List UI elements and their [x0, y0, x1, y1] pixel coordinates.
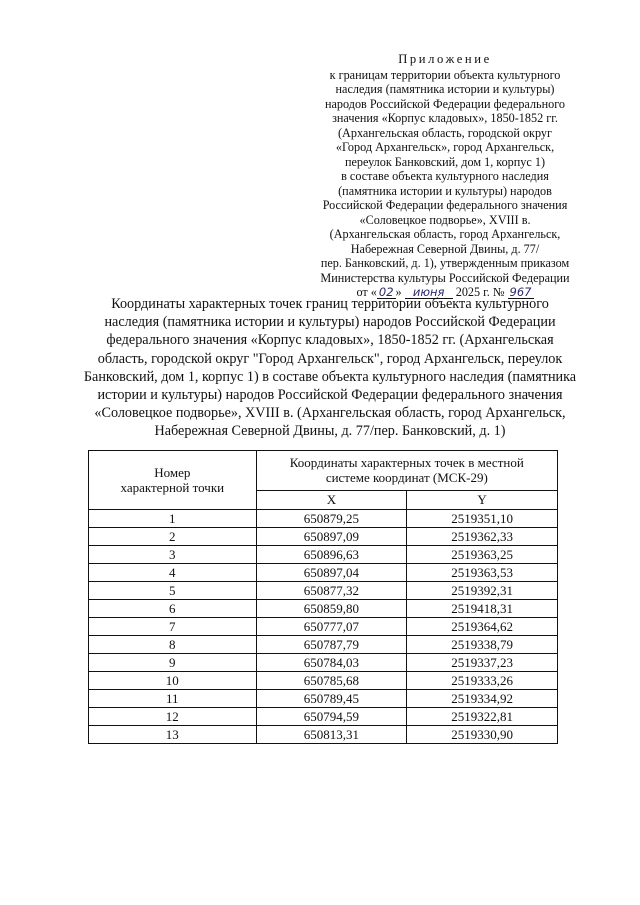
table-row [89, 618, 558, 636]
appendix-line: наследия (памятника истории и культуры) [335, 82, 555, 96]
point-number-cell: 8 [89, 636, 257, 654]
table-body [89, 510, 558, 744]
table-row [89, 726, 558, 744]
x-coordinate-cell: 650877,32 [256, 582, 407, 600]
appendix-line: «Соловецкое подворье», XVIII в. [359, 212, 531, 227]
title-line: «Соловецкое подворье», XVIII в. (Архангельская область, город Архангельск, [94, 405, 566, 422]
point-number-cell: 4 [89, 564, 257, 582]
appendix-block [300, 52, 590, 300]
table-row [89, 582, 558, 600]
appendix-line: «Город Архангельск», город Архангельск, [335, 140, 555, 154]
appendix-line: к границам территории объекта культурного [329, 67, 561, 82]
x-coordinate-cell: 650859,80 [256, 600, 407, 618]
y-coordinate-cell: 2519363,25 [407, 546, 558, 564]
title-line: область, городской округ "Город Архангельск", город Архангельск, переулок [97, 350, 563, 367]
x-coordinate-cell: 650784,03 [256, 654, 407, 672]
y-coordinate-cell: 2519392,31 [407, 582, 558, 600]
appendix-line: Министерства культуры Российской Федерации [320, 270, 570, 285]
appendix-line: народов Российской Федерации федерального [325, 96, 565, 111]
table-row [89, 690, 558, 708]
appendix-line: в составе объекта культурного наследия [341, 169, 549, 183]
appendix-heading: Приложение [398, 52, 492, 66]
title-line: Координаты характерных точек границ территории объекта культурного [111, 296, 549, 312]
appendix-lines [300, 68, 590, 286]
point-number-cell: 7 [89, 618, 257, 636]
title-line: наследия (памятника истории и культуры) народов Российской Федерации [104, 314, 556, 331]
header-point-number [89, 451, 257, 510]
date-year: 2025 г. № [455, 285, 505, 299]
x-coordinate-cell: 650896,63 [256, 546, 407, 564]
point-number-cell: 13 [89, 726, 257, 744]
appendix-line: значения «Корпус кладовых», 1850-1852 гг. [332, 111, 558, 125]
y-coordinate-cell: 2519362,33 [407, 528, 558, 546]
point-number-cell: 3 [89, 546, 257, 564]
header-coordinates-line2: системе координат (МСК-29) [325, 470, 488, 486]
x-coordinate-cell: 650813,31 [256, 726, 407, 744]
x-coordinate-cell: 650794,59 [256, 708, 407, 726]
point-number-cell: 6 [89, 600, 257, 618]
appendix-line: пер. Банковский, д. 1), утвержденным приказом [320, 256, 570, 270]
title-line: Банковский, дом 1, корпус 1) в составе объекта культурного наследия (памятника [83, 368, 577, 385]
appendix-line: Российской Федерации федерального значения [322, 198, 568, 212]
title-line: федерального значения «Корпус кладовых», 1850-1852 гг. (Архангельская [106, 332, 554, 349]
x-coordinate-cell: 650777,07 [256, 618, 407, 636]
y-coordinate-cell: 2519322,81 [407, 708, 558, 726]
appendix-line: переулок Банковский, дом 1, корпус 1) [344, 154, 546, 169]
y-coordinate-cell: 2519364,62 [407, 618, 558, 636]
point-number-cell: 11 [89, 690, 257, 708]
appendix-line: (Архангельская область, город Архангельск, [329, 227, 561, 241]
handwritten-day: 02 [378, 285, 394, 299]
date-prefix: от « [356, 285, 377, 299]
y-coordinate-cell: 2519351,10 [407, 510, 558, 528]
point-number-cell: 9 [89, 654, 257, 672]
y-coordinate-cell: 2519363,53 [407, 564, 558, 582]
appendix-line: (Архангельская область, городской округ [337, 125, 553, 140]
table-row [89, 564, 558, 582]
y-coordinate-cell: 2519330,90 [407, 726, 558, 744]
table-row [89, 600, 558, 618]
y-coordinate-cell: 2519337,23 [407, 654, 558, 672]
handwritten-order-number: 967 [509, 285, 532, 299]
table-row [89, 708, 558, 726]
y-coordinate-cell: 2519334,92 [407, 690, 558, 708]
header-x: X [256, 490, 407, 509]
title-line: истории и культуры) народов Российской Федерации федерального значения [97, 387, 563, 404]
table-row [89, 654, 558, 672]
point-number-cell: 10 [89, 672, 257, 690]
header-point-number-line1: Номер [154, 464, 191, 480]
point-number-cell: 5 [89, 582, 257, 600]
x-coordinate-cell: 650897,04 [256, 564, 407, 582]
coordinates-table [88, 450, 558, 744]
table-row [89, 510, 558, 528]
x-coordinate-cell: 650897,09 [256, 528, 407, 546]
header-coordinates-line1: Координаты характерных точек в местной [289, 454, 524, 470]
point-number-cell: 1 [89, 510, 257, 528]
table-row [89, 636, 558, 654]
y-coordinate-cell: 2519333,26 [407, 672, 558, 690]
point-number-cell: 12 [89, 708, 257, 726]
handwritten-month: июня [405, 286, 453, 299]
header-point-number-line2: характерной точки [120, 480, 225, 495]
table-row [89, 672, 558, 690]
date-mid: » [395, 285, 402, 299]
y-coordinate-cell: 2519418,31 [407, 600, 558, 618]
x-coordinate-cell: 650787,79 [256, 636, 407, 654]
document-title [80, 295, 580, 441]
x-coordinate-cell: 650879,25 [256, 510, 407, 528]
header-y: Y [407, 490, 558, 509]
appendix-line: Набережная Северной Двины, д. 77/ [350, 241, 540, 256]
appendix-line: (памятника истории и культуры) народов [338, 183, 552, 198]
x-coordinate-cell: 650789,45 [256, 690, 407, 708]
table-row [89, 546, 558, 564]
y-coordinate-cell: 2519338,79 [407, 636, 558, 654]
title-line: Набережная Северной Двины, д. 77/пер. Банковский, д. 1) [154, 423, 506, 440]
table-row [89, 528, 558, 546]
x-coordinate-cell: 650785,68 [256, 672, 407, 690]
header-coordinates [256, 451, 557, 491]
point-number-cell: 2 [89, 528, 257, 546]
